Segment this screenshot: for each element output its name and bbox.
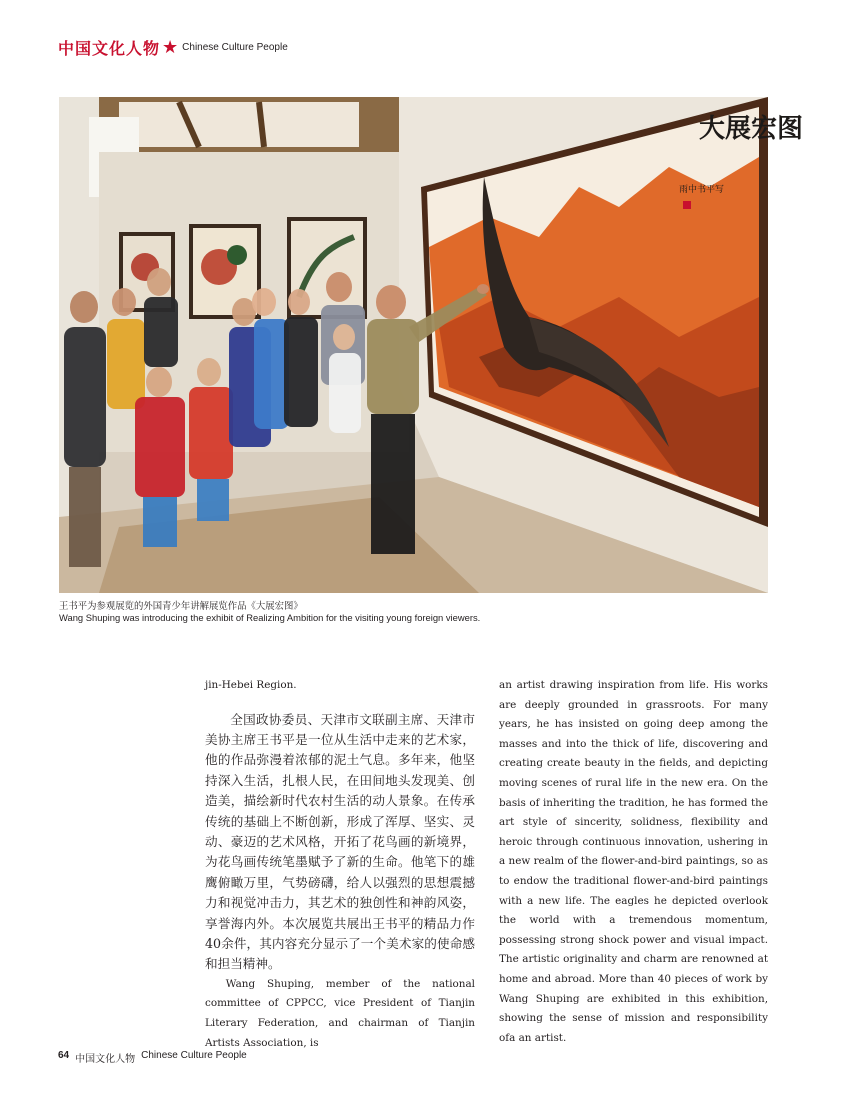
magazine-title-en: Chinese Culture People — [182, 42, 288, 53]
page-number: 64 — [58, 1050, 70, 1061]
paragraph-en-start: Wang Shuping, member of the national committee of CPPCC, vice President of Tianjin Literary Federation, and chairman of Tianjin Artists Association, is — [205, 977, 475, 1049]
paragraph-cn: 全国政协委员、天津市文联副主席、天津市美协主席王书平是一位从生活中走来的艺术家，他的作品弥漫着浓郁的泥土气息。多年来，他坚持深入生活，扎根人民，在田间地头发现美、创造美，描绘新时代农村生活的动人景象。在传承传统的基础上不断创新，形成了浑厚、坚实、灵动、豪迈的艺术风格，开拓了花鸟画的新境界，为花鸟画传统笔墨赋予了新的生命。他笔下的雄鹰俯瞰万里，气势磅礴，给人以强烈的思想震撼力和视觉冲击力，其艺术的独创性和神韵风姿，享誉海内外。本次展览共展出王书平的精品力作40余件，其内容充分显示了一个美术家的使命感和担当精神。 — [205, 711, 475, 972]
paragraph-en-body: an artist drawing inspiration from life. His works are deeply grounded in grassroots. For many years, he has insisted on going deep among the masses and into the thick of life, discovering and creating create beauty in the fields, and depicting moving scenes of rural life in the new era. On the basis of inheriting the tradition, he has formed the art style of sincerity, solidness, flexibility and heroic through continuous innovation, ushering in a new realm of the flower-and-bird paintings, so as to endow the traditional flower-and-bird paintings with a new life. The eagles he depicted overlook the world with a tremendous momentum, possessing strong shock power and visual impact. The artistic originality and charm are renowned at home and abroad. More than 40 pieces of work by Wang Shuping are exhibited in this exhibition, showing the sense of mission and responsibility ofa an artist. — [499, 679, 768, 1044]
page-footer — [58, 1050, 247, 1065]
magazine-title-cn: 中国文化人物 — [58, 39, 161, 58]
exhibition-photo — [59, 97, 804, 593]
star-icon: ★ — [162, 36, 179, 58]
photo-caption — [59, 600, 768, 624]
paragraph-en-continued: jin-Hebei Region. — [205, 679, 297, 691]
scroll-signature: 雨中书平写 — [679, 185, 725, 195]
text-column-left — [205, 676, 475, 1053]
scroll-inscription: 大展宏图 — [699, 114, 804, 144]
caption-en: Wang Shuping was introducing the exhibit of Realizing Ambition for the visiting young foreign viewers. — [59, 612, 481, 623]
footer-magazine-en: Chinese Culture People — [141, 1050, 247, 1061]
running-header — [58, 36, 288, 59]
caption-cn: 王书平为参观展览的外国青少年讲解展览作品《大展宏图》 — [59, 600, 303, 611]
text-column-right — [499, 676, 768, 1048]
footer-magazine-cn: 中国文化人物 — [75, 1054, 136, 1065]
